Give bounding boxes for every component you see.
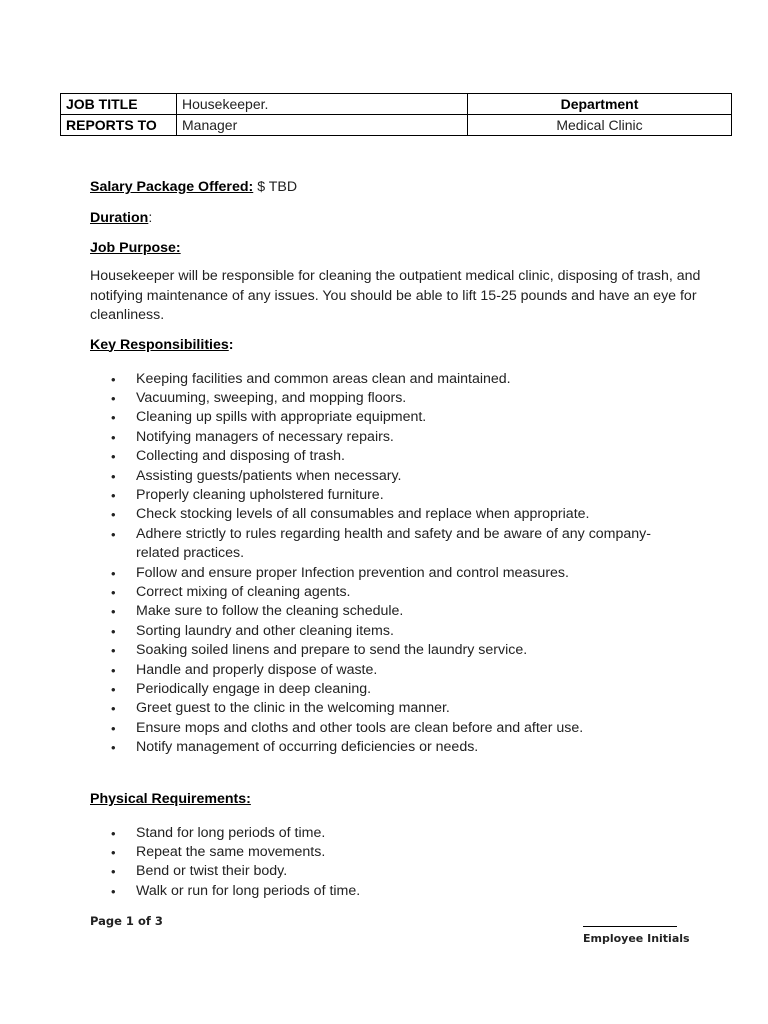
document-body	[90, 177, 710, 901]
reports-to-value: Manager	[177, 115, 468, 136]
list-item	[90, 602, 690, 621]
list-item-text: Sorting laundry and other cleaning items.	[136, 622, 394, 639]
bullet-icon: •	[111, 643, 116, 659]
list-item	[90, 862, 710, 881]
bullet-icon: •	[111, 740, 116, 756]
bullet-icon: •	[111, 565, 116, 581]
list-item-text: Soaking soiled linens and prepare to send the laundry service.	[136, 642, 528, 659]
key-responsibilities-heading	[90, 335, 710, 355]
list-item-text: Ensure mops and cloths and other tools are clean before and after use.	[136, 719, 584, 736]
physical-requirements-heading	[90, 789, 710, 809]
reports-to-label: REPORTS TO	[61, 115, 177, 136]
bullet-icon: •	[111, 662, 116, 678]
duration-line	[90, 208, 710, 228]
list-item-text: Cleaning up spills with appropriate equipment.	[136, 409, 427, 426]
bullet-icon: •	[111, 825, 116, 841]
key-responsibilities-label: Key Responsibilities	[90, 336, 229, 353]
bullet-icon: •	[111, 429, 116, 445]
list-item	[90, 408, 690, 427]
list-item	[90, 564, 690, 583]
list-item-text: Check stocking levels of all consumables and replace when appropriate.	[136, 506, 590, 523]
bullet-icon: •	[111, 449, 116, 465]
bullet-icon: •	[111, 371, 116, 387]
list-item	[90, 447, 690, 466]
list-item-text: Follow and ensure proper Infection prevention and control measures.	[136, 564, 569, 581]
bullet-icon: •	[111, 390, 116, 406]
bullet-icon: •	[111, 526, 116, 542]
salary-value: $ TBD	[253, 179, 298, 195]
bullet-icon: •	[111, 720, 116, 736]
bullet-icon: •	[111, 883, 116, 899]
job-purpose-text: Housekeeper will be responsible for cleaning the outpatient medical clinic, disposing of trash, and notifying maintenance of any issues. You should be able to lift 15-25 pounds and have an eye for cleanliness.	[90, 268, 701, 323]
list-item-text: Greet guest to the clinic in the welcoming manner.	[136, 700, 450, 717]
list-item	[90, 467, 690, 486]
duration-colon: :	[148, 210, 153, 226]
page-number: Page 1 of 3	[90, 914, 163, 928]
responsibilities-list	[90, 370, 690, 758]
salary-colon: :	[248, 179, 254, 195]
bullet-icon: •	[111, 604, 116, 620]
job-info-table	[60, 93, 732, 136]
initials-signature-line[interactable]	[583, 926, 677, 927]
list-item-text: Repeat the same movements.	[136, 844, 326, 861]
department-label: Department	[468, 94, 732, 115]
bullet-icon: •	[111, 701, 116, 717]
list-item-text: Make sure to follow the cleaning schedule.	[136, 603, 404, 620]
list-item-text: Correct mixing of cleaning agents.	[136, 583, 351, 600]
bullet-icon: •	[111, 584, 116, 600]
list-item-text: Adhere strictly to rules regarding health and safety and be aware of any company-related practices.	[136, 525, 651, 562]
bullet-icon: •	[111, 468, 116, 484]
list-item	[90, 622, 690, 641]
job-purpose-heading	[90, 238, 710, 258]
list-item	[90, 699, 690, 718]
job-title-label: JOB TITLE	[61, 94, 177, 115]
list-item-text: Notifying managers of necessary repairs.	[136, 428, 394, 445]
list-item-text: Notify management of occurring deficiencies or needs.	[136, 739, 479, 756]
employee-initials-label: Employee Initials	[583, 932, 690, 945]
list-item	[90, 882, 710, 901]
list-item	[90, 370, 690, 389]
list-item	[90, 525, 690, 564]
list-item	[90, 583, 690, 602]
list-item-text: Walk or run for long periods of time.	[136, 882, 361, 899]
list-item	[90, 680, 690, 699]
bullet-icon: •	[111, 864, 116, 880]
list-item-text: Assisting guests/patients when necessary.	[136, 467, 402, 484]
list-item	[90, 661, 690, 680]
list-item-text: Collecting and disposing of trash.	[136, 448, 345, 465]
bullet-icon: •	[111, 507, 116, 523]
list-item	[90, 641, 690, 660]
physical-requirements-label: Physical Requirements:	[90, 790, 251, 807]
physical-requirements-list	[90, 824, 710, 902]
job-purpose-label: Job Purpose:	[90, 240, 181, 256]
salary-line	[90, 177, 710, 197]
salary-label: Salary Package Offered	[90, 179, 249, 195]
list-item	[90, 428, 690, 447]
total-pages: 3	[154, 914, 163, 928]
list-item	[90, 719, 690, 738]
list-item	[90, 843, 710, 862]
list-item-text: Periodically engage in deep cleaning.	[136, 681, 372, 697]
list-item-text: Handle and properly dispose of waste.	[136, 661, 378, 678]
list-item-text: Vacuuming, sweeping, and mopping floors.	[136, 389, 407, 406]
list-item	[90, 505, 690, 524]
list-item	[90, 824, 710, 843]
list-item	[90, 389, 690, 408]
bullet-icon: •	[111, 410, 116, 426]
bullet-icon: •	[111, 487, 116, 503]
job-title-value: Housekeeper.	[177, 94, 468, 115]
list-item-text: Keeping facilities and common areas clean and maintained.	[136, 370, 511, 387]
bullet-icon: •	[111, 845, 116, 861]
key-responsibilities-colon: :	[228, 336, 234, 353]
list-item-text: Stand for long periods of time.	[136, 824, 326, 841]
list-item	[90, 738, 690, 757]
job-title-row	[61, 94, 732, 115]
list-item-text: Properly cleaning upholstered furniture.	[136, 486, 384, 503]
bullet-icon: •	[111, 682, 116, 697]
current-page: 1	[125, 914, 134, 928]
reports-to-row	[61, 115, 732, 136]
duration-label: Duration	[90, 210, 149, 226]
department-value: Medical Clinic	[468, 115, 732, 136]
list-item-text: Bend or twist their body.	[136, 863, 288, 880]
bullet-icon: •	[111, 623, 116, 639]
list-item	[90, 486, 690, 505]
